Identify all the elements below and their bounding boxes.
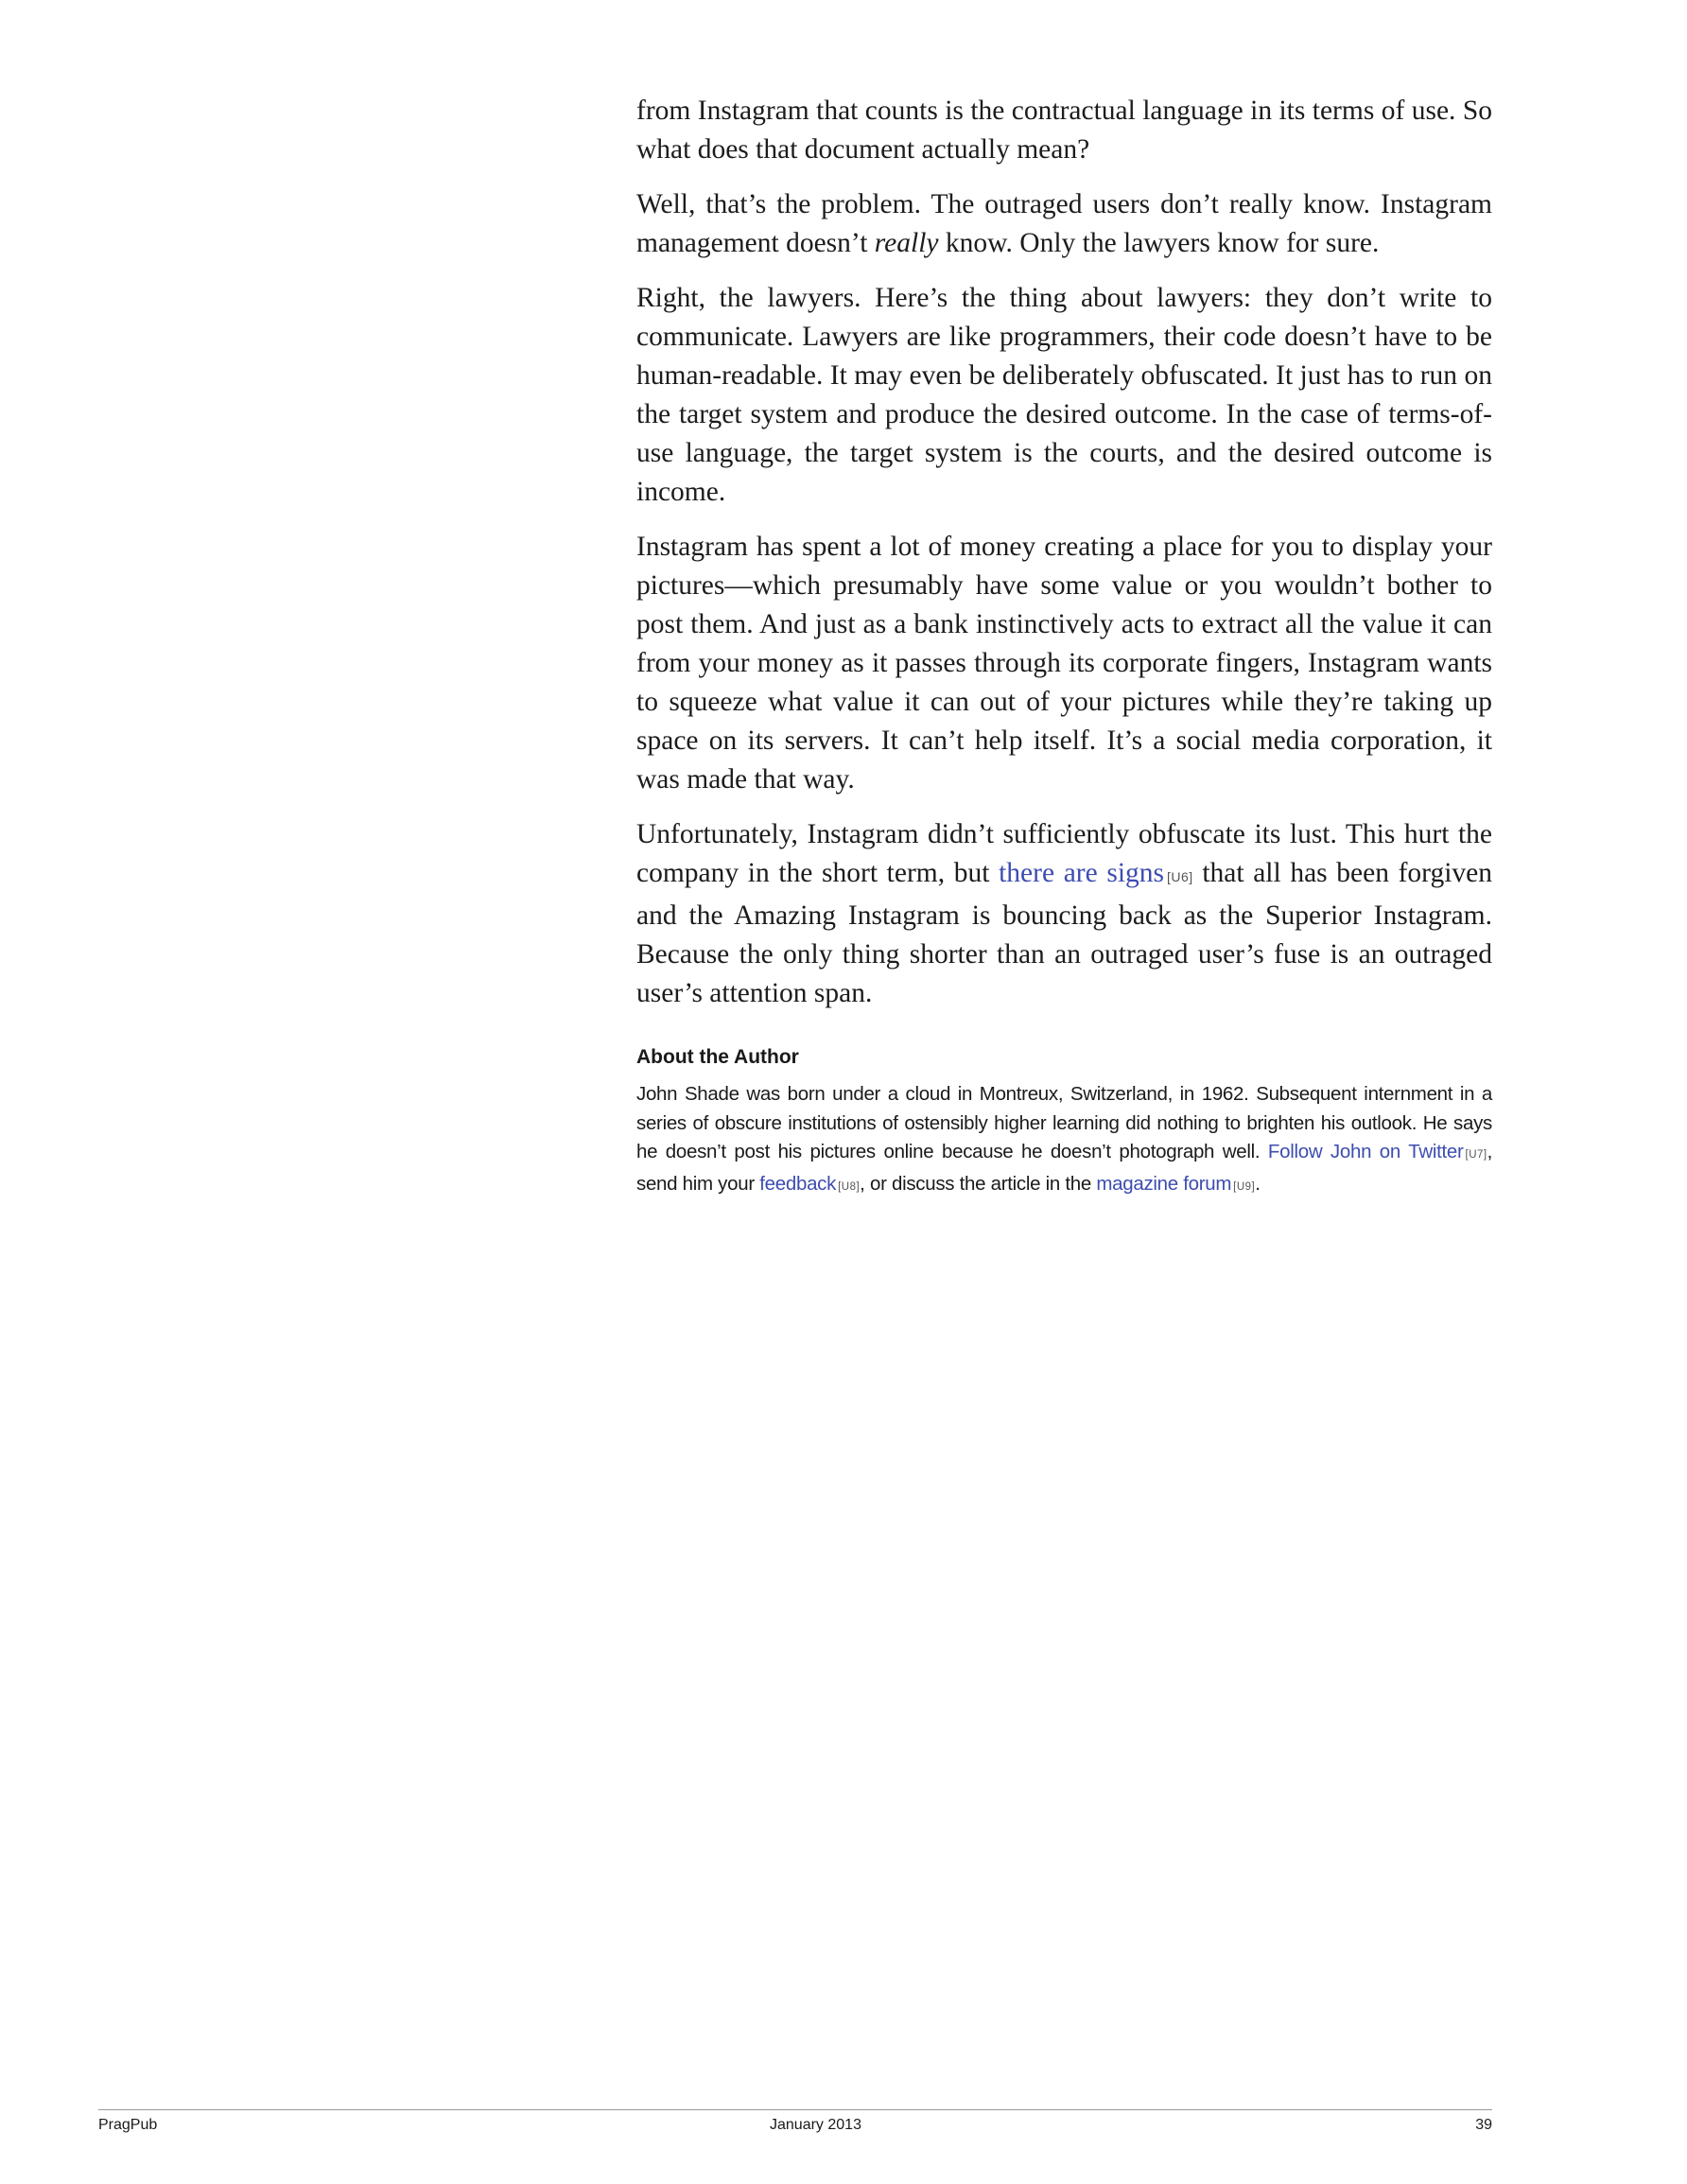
paragraph-text: Right, the lawyers. Here’s the thing about lawyers: they don’t write to communicate. Lawyers are like programmers, their code doesn’t have to be human-readable. It may even be deliberately obfuscated. It just has to run on the target system and produce the desired outcome. In the case of terms-of-use language, the target system is the courts, and the desired outcome is income. xyxy=(636,283,1492,507)
footer-page-number: 39 xyxy=(1475,2117,1492,2133)
bio-text: , or discuss the article in the xyxy=(860,1172,1097,1195)
about-author-text xyxy=(636,1080,1492,1201)
article-paragraph-1 xyxy=(636,92,1492,169)
footer-date: January 2013 xyxy=(770,2117,861,2133)
feedback-link[interactable]: feedback xyxy=(759,1172,837,1195)
paragraph-text: Well, that’s the problem. The outraged users don’t really know. Instagram management doesn’t xyxy=(636,189,1492,258)
paragraph-text: that all has been forgiven and the Amazing Instagram is bouncing back as the Superior Instagram. Because the only thing shorter than an outraged user’s fuse is an outraged user’s attention span. xyxy=(636,858,1493,1008)
paragraph-text: from Instagram that counts is the contractual language in its terms of use. So what does that document actually mean? xyxy=(636,96,1492,165)
footer-publication: PragPub xyxy=(98,2117,158,2133)
about-author-heading: About the Author xyxy=(636,1046,799,1068)
article-paragraph-5 xyxy=(636,815,1492,1013)
bio-text: . xyxy=(1255,1172,1261,1195)
paragraph-text: Unfortunately, Instagram didn’t sufficiently obfuscate its lust. This hurt the company in the short term, but xyxy=(636,819,1492,888)
article-column xyxy=(636,92,1492,1201)
magazine-forum-link[interactable]: magazine forum xyxy=(1096,1172,1232,1195)
article-paragraph-4 xyxy=(636,528,1492,799)
reference-marker: [U6] xyxy=(1167,869,1193,884)
bio-text: John Shade was born under a cloud in Montreux, Switzerland, in 1962. Subsequent internment in a series of obscure institutions of ostensibly higher learning did nothing to brighten his outlook. He says he doesn’t post his pictures online because he doesn’t photograph well. xyxy=(636,1083,1492,1162)
paragraph-text: Instagram has spent a lot of money creating a place for you to display your pictures—which presumably have some value or you wouldn’t bother to post them. And just as a bank instinctively acts to extract all the value it can from your money as it passes through its corporate fingers, Instagram wants to squeeze what value it can out of your pictures while they’re taking up space on its servers. It can’t help itself. It’s a social media corporation, it was made that way. xyxy=(636,532,1492,795)
emphasis-text: really xyxy=(874,228,939,258)
bio-text: , send him your xyxy=(636,1141,1493,1195)
footer-divider xyxy=(98,2109,1492,2110)
reference-marker: [U9] xyxy=(1233,1180,1256,1193)
there-are-signs-link[interactable]: there are signs xyxy=(999,858,1164,888)
article-paragraph-3 xyxy=(636,279,1492,512)
twitter-link[interactable]: Follow John on Twitter xyxy=(1267,1141,1464,1162)
reference-marker: [U7] xyxy=(1465,1149,1487,1161)
paragraph-text: know. Only the lawyers know for sure. xyxy=(938,228,1380,258)
article-paragraph-2 xyxy=(636,185,1492,263)
reference-marker: [U8] xyxy=(838,1180,861,1193)
